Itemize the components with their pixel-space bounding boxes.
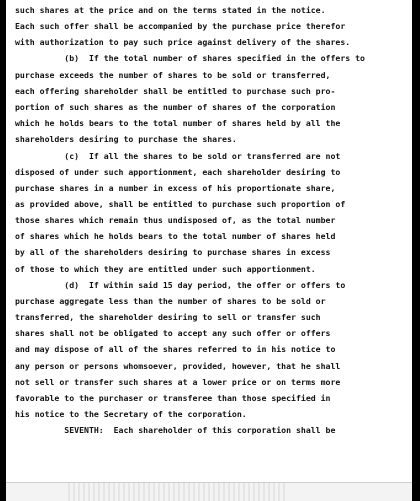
document-line: of those to which they are entitled under such apportionment. bbox=[15, 264, 316, 274]
document-line: (c) If all the shares to be sold or transferred are not bbox=[15, 151, 341, 161]
document-line: shareholders desiring to purchase the shares. bbox=[15, 134, 237, 144]
document-line: not sell or transfer such shares at a lower price or on terms more bbox=[15, 377, 341, 387]
document-line: shares shall not be obligated to accept any such offer or offers bbox=[15, 328, 331, 338]
scan-bottom-margin bbox=[6, 482, 412, 501]
scan-edge bbox=[412, 0, 420, 500]
document-line: favorable to the purchaser or transferee than those specified in bbox=[15, 393, 331, 403]
document-line: (d) If within said 15 day period, the offer or offers to bbox=[15, 280, 346, 290]
document-line: SEVENTH: Each shareholder of this corporation shall be bbox=[15, 425, 336, 435]
document-line: purchase shares in a number in excess of his proportionate share, bbox=[15, 183, 336, 193]
document-line: by all of the shareholders desiring to purchase shares in excess bbox=[15, 247, 331, 257]
document-line: purchase aggregate less than the number of shares to be sold or bbox=[15, 296, 326, 306]
document-line: such shares at the price and on the terms stated in the notice. bbox=[15, 5, 326, 15]
document-line: with authorization to pay such price against delivery of the shares. bbox=[15, 37, 351, 47]
document-line: Each such offer shall be accompanied by the purchase price therefor bbox=[15, 21, 346, 31]
document-line: each offering shareholder shall be entitled to purchase such pro- bbox=[15, 86, 336, 96]
document-line: which he holds bears to the total number of shares held by all the bbox=[15, 118, 341, 128]
document-line: as provided above, shall be entitled to purchase such proportion of bbox=[15, 199, 346, 209]
document-line: portion of such shares as the number of shares of the corporation bbox=[15, 102, 336, 112]
document-line: purchase exceeds the number of shares to be sold or transferred, bbox=[15, 70, 331, 80]
document-line: his notice to the Secretary of the corporation. bbox=[15, 409, 247, 419]
scan-noise bbox=[68, 483, 288, 501]
document-line: and may dispose of all of the shares referred to in his notice to bbox=[15, 344, 336, 354]
document-line: those shares which remain thus undisposed of, as the total number bbox=[15, 215, 336, 225]
document-page bbox=[6, 0, 413, 482]
document-line: (b) If the total number of shares specified in the offers to bbox=[15, 53, 365, 63]
document-line: transferred, the shareholder desiring to sell or transfer such bbox=[15, 312, 321, 322]
document-line: any person or persons whomsoever, provided, however, that he shall bbox=[15, 361, 341, 371]
document-line: disposed of under such apportionment, each shareholder desiring to bbox=[15, 167, 341, 177]
document-line: of shares which he holds bears to the total number of shares held bbox=[15, 231, 336, 241]
